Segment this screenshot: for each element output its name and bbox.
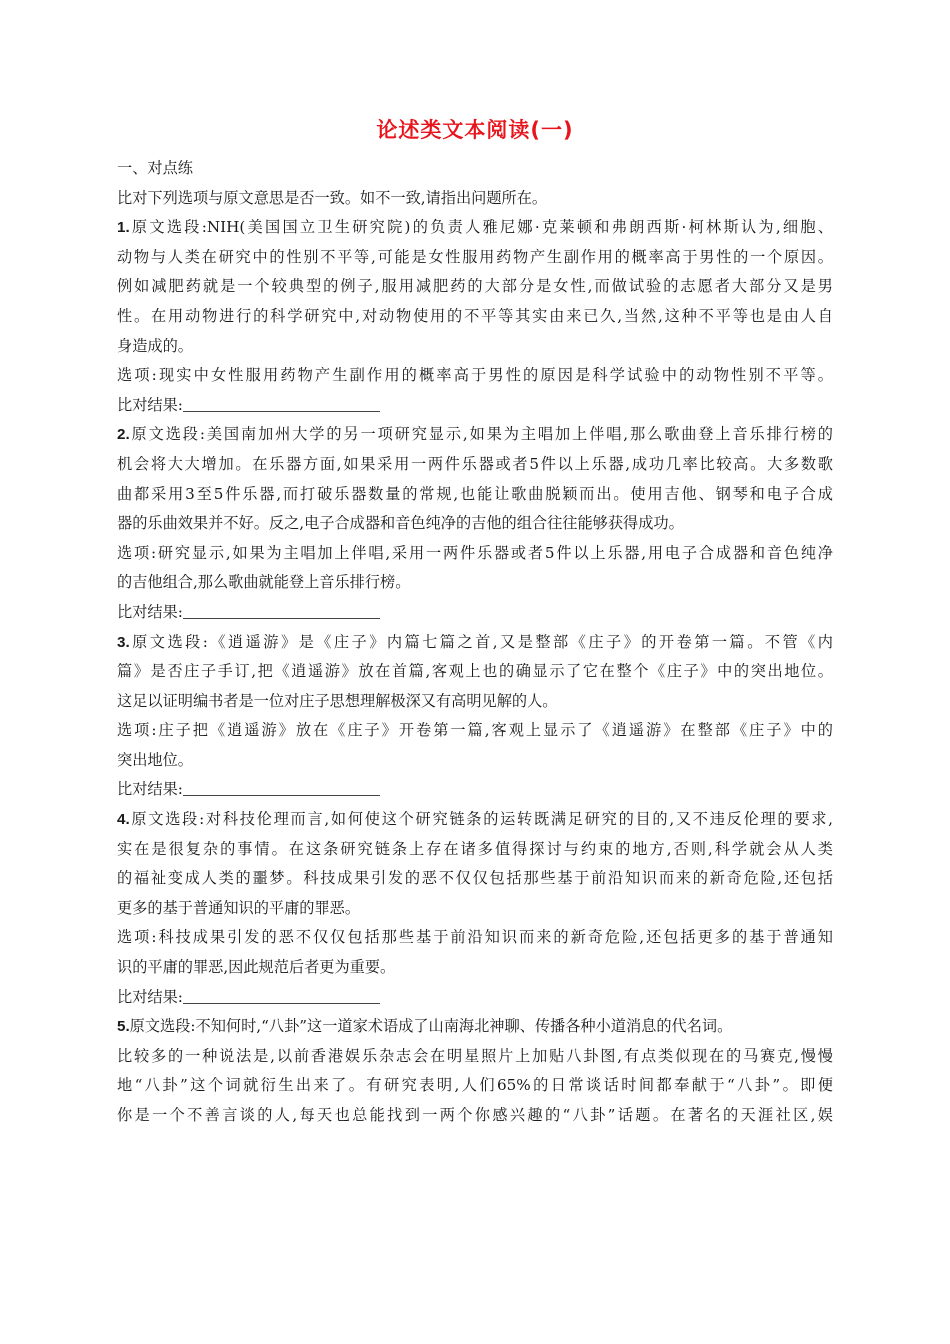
option-line: 选项:科技成果引发的恶不仅仅包括那些基于前沿知识而来的新奇危险,还包括更多的基于普通知: [117, 928, 833, 947]
passage-line: 的福祉变成人类的噩梦。科技成果引发的恶不仅仅包括那些基于前沿知识而来的新奇危险,还包括: [117, 869, 833, 888]
answer-blank[interactable]: [183, 393, 380, 412]
passage-line: 5.原文选段:不知何时,“八卦”这一道家术语成了山南海北神聊、传播各种小道消息的代名词。: [117, 1017, 733, 1036]
passage-line: 曲都采用3至5件乐器,而打破乐器数量的常规,也能让歌曲脱颖而出。使用吉他、钢琴和电子合成: [117, 484, 833, 503]
page-title: 论述类文本阅读(一): [376, 118, 574, 142]
option-line: 选项:庄子把《逍遥游》放在《庄子》开卷第一篇,客观上显示了《逍遥游》在整部《庄子》中的: [117, 721, 833, 740]
comparison-result: 比对结果:: [117, 775, 833, 805]
passage-line: 这足以证明编书者是一位对庄子思想理解极深又有高明见解的人。: [117, 691, 558, 710]
passage-line: 4.原文选段:对科技伦理而言,如何使这个研究链条的运转既满足研究的目的,又不违反伦理的要求,: [117, 810, 833, 829]
answer-blank[interactable]: [183, 600, 380, 619]
passage-line: 2.原文选段:美国南加州大学的另一项研究显示,如果为主唱加上伴唱,那么歌曲登上音乐排行榜的: [117, 425, 833, 444]
option-line: 突出地位。: [117, 750, 193, 769]
passage-line: 1.原文选段:NIH(美国国立卫生研究院)的负责人雅尼娜·克莱顿和弗朗西斯·柯林斯认为,细胞、: [117, 218, 833, 237]
option-line: 的吉他组合,那么歌曲就能登上音乐排行榜。: [117, 573, 411, 592]
option-line: 识的平庸的罪恶,因此规范后者更为重要。: [117, 958, 396, 977]
passage-line: 实在是很复杂的事情。在这条研究链条上存在诸多值得探讨与约束的地方,否则,科学就会从人类: [117, 839, 833, 858]
answer-blank[interactable]: [183, 777, 380, 796]
passage-line: 器的乐曲效果并不好。反之,电子合成器和音色纯净的吉他的组合往往能够获得成功。: [117, 514, 684, 533]
passage-line: 机会将大大增加。在乐器方面,如果采用一两件乐器或者5件以上乐器,成功几率比较高。大多数歌: [117, 454, 833, 473]
instruction-text: 比对下列选项与原文意思是否一致。如不一致,请指出问题所在。: [117, 188, 548, 207]
question-item: [117, 805, 833, 1012]
passage-line: 比较多的一种说法是,以前香港娱乐杂志会在明星照片上加贴八卦图,有点类似现在的马赛克,慢慢: [117, 1046, 833, 1065]
document-body: [117, 154, 833, 1131]
comparison-result: 比对结果:: [117, 983, 833, 1013]
question-item: [117, 628, 833, 806]
passage-line: 例如减肥药就是一个较典型的例子,服用减肥药的大部分是女性,而做试验的志愿者大部分又是男: [117, 277, 833, 296]
passage-line: 性。在用动物进行的科学研究中,对动物使用的不平等其实由来已久,当然,这种不平等也是由人自: [117, 306, 833, 325]
item-number: 1.: [117, 219, 130, 237]
option-line: 选项:现实中女性服用药物产生副作用的概率高于男性的原因是科学试验中的动物性别不平等。: [117, 366, 833, 385]
comparison-result: 比对结果:: [117, 391, 833, 421]
passage-line: 你是一个不善言谈的人,每天也总能找到一两个你感兴趣的“八卦”话题。在著名的天涯社区,娱: [117, 1106, 833, 1124]
item-number: 2.: [117, 426, 130, 444]
passage-line: 3.原文选段:《逍遥游》是《庄子》内篇七篇之首,又是整部《庄子》的开卷第一篇。不管《内: [117, 632, 833, 651]
item-number: 5.: [117, 1018, 130, 1036]
answer-blank[interactable]: [183, 985, 380, 1004]
passage-line: 篇》是否庄子手订,把《逍遥游》放在首篇,客观上也的确显示了它在整个《庄子》中的突出地位。: [117, 662, 833, 681]
question-item: [117, 213, 833, 420]
question-item: [117, 1012, 833, 1130]
item-number: 3.: [117, 633, 130, 651]
section-heading: 一、对点练: [117, 159, 193, 177]
question-item: [117, 420, 833, 627]
passage-line: 身造成的。: [117, 336, 193, 355]
comparison-result: 比对结果:: [117, 598, 833, 628]
passage-line: 地“八卦”这个词就衍生出来了。有研究表明,人们65%的日常谈话时间都奉献于“八卦”。即便: [117, 1076, 833, 1095]
item-number: 4.: [117, 811, 130, 829]
passage-line: 更多的基于普通知识的平庸的罪恶。: [117, 898, 360, 917]
passage-line: 动物与人类在研究中的性别不平等,可能是女性服用药物产生副作用的概率高于男性的一个原因。: [117, 247, 833, 266]
option-line: 选项:研究显示,如果为主唱加上伴唱,采用一两件乐器或者5件以上乐器,用电子合成器和音色纯净: [117, 543, 833, 562]
